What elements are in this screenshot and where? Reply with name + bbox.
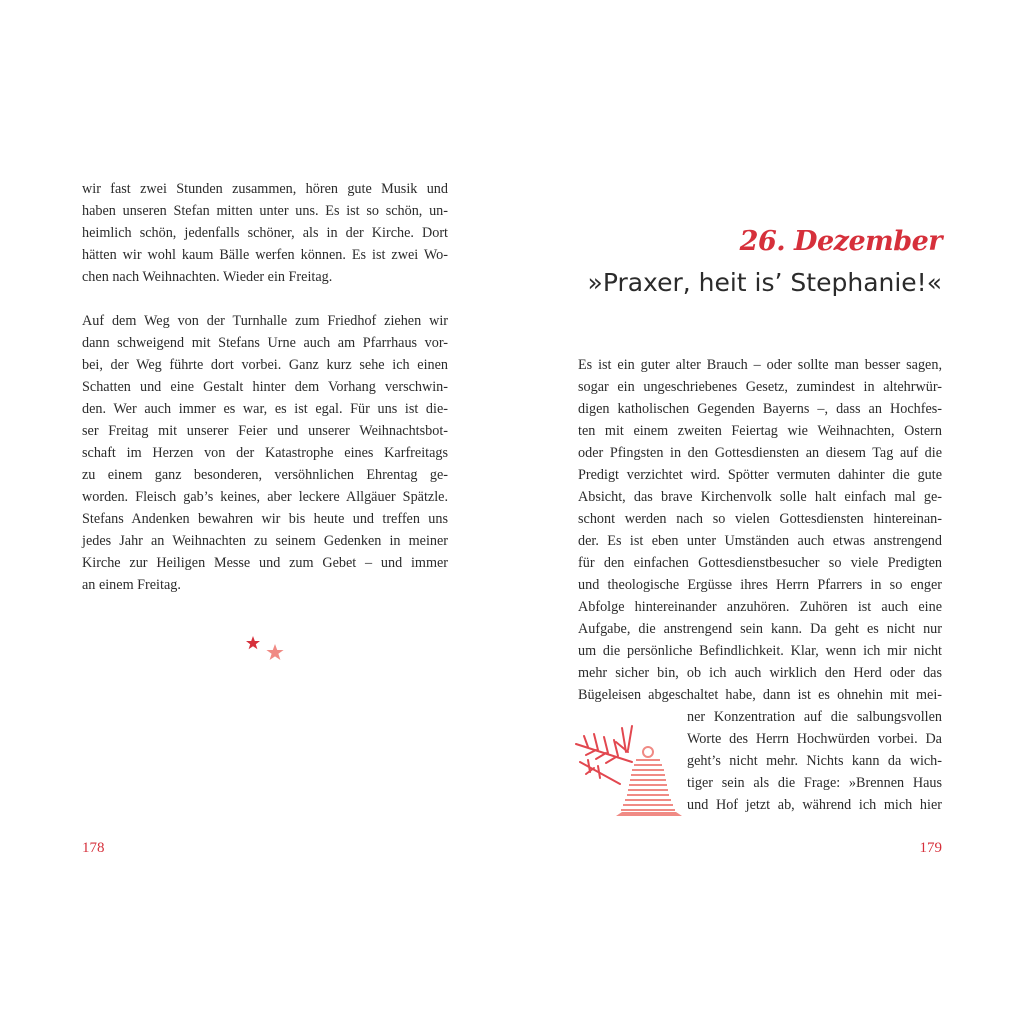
christmas-bell-icon <box>572 722 690 820</box>
text-line: für den einfachen Gottesdienstbesucher so viele Predigten <box>578 555 942 571</box>
text-line: und Hof jetzt ab, während ich mich hier <box>687 797 942 813</box>
left-paragraph-2 <box>82 310 448 596</box>
stars-ornament-icon <box>244 634 288 664</box>
text-line: tiger sein als die Frage: »Brennen Haus <box>687 775 942 791</box>
text-line: wir fast zwei Stunden zusammen, hören gute Musik und <box>82 181 448 197</box>
text-line: worden. Fleisch gab’s keines, aber leckere Allgäuer Spätzle. <box>82 489 448 505</box>
text-line: schaft im Herzen von der Katastrophe eines Karfreitags <box>82 445 448 461</box>
text-line: Kirche zur Heiligen Messe und zum Gebet – und immer <box>82 555 448 571</box>
red-star-icon <box>246 636 260 649</box>
right-page <box>512 0 1024 1024</box>
text-line: ner Konzentration auf die salbungsvollen <box>687 709 942 725</box>
text-line: und theologische Ergüsse ihres Herrn Pfarrers in so enger <box>578 577 942 593</box>
text-line: zu einem ganz besonderen, versöhnlichen Ehrentag ge- <box>82 467 448 483</box>
text-line: Bügeleisen abgeschaltet habe, dann ist es ohnehin mit mei- <box>578 687 942 703</box>
text-line: hätten wir wohl kaum Bälle werfen können. Es ist zwei Wo- <box>82 247 448 263</box>
text-line: mehr sicher bin, ob ich auch wirklich den Herd oder das <box>578 665 942 681</box>
text-line: Absicht, das brave Kirchenvolk solle halt einfach mal ge- <box>578 489 942 505</box>
text-line: Abfolge hintereinander anzuhören. Zuhören ist auch eine <box>578 599 942 615</box>
text-line: Es ist ein guter alter Brauch – oder sollte man besser sagen, <box>578 357 942 373</box>
text-line: Auf dem Weg von der Turnhalle zum Friedhof ziehen wir <box>82 313 448 329</box>
text-line: ten mit einem zweiten Feiertag wie Weihnachten, Ostern <box>578 423 942 439</box>
text-line: Aufgabe, die anstrengend sein kann. Da geht es nicht nur <box>578 621 942 637</box>
page-number-left: 178 <box>82 840 105 856</box>
text-line: Schatten und eine Gestalt hinter dem Vorhang verschwin- <box>82 379 448 395</box>
right-paragraph-1-wrap <box>687 706 942 816</box>
text-line: jedes Jahr an Weihnachten zu seinem Gedenken in meiner <box>82 533 448 549</box>
right-paragraph-1 <box>578 354 942 706</box>
text-line: Stefans Andenken bewahren wir bis heute und treffen uns <box>82 511 448 527</box>
text-line: Predigt verzichtet wird. Spötter vermuten dahinter die gute <box>578 467 942 483</box>
text-line: an einem Freitag. <box>82 577 181 593</box>
text-line: ser Freitag mit unserer Feier und unserer Weihnachtsbot- <box>82 423 448 439</box>
text-line: sogar ein ungeschriebenes Gesetz, zumindest in altehrwür- <box>578 379 942 395</box>
left-paragraph-1 <box>82 178 448 288</box>
text-line: dann schweigend mit Stefans Urne auch am Pfarrhaus vor- <box>82 335 448 351</box>
text-line: bei, der Weg führte dort vorbei. Ganz kurz sehe ich einen <box>82 357 448 373</box>
text-line: Worte des Herrn Hochwürden vorbei. Da <box>687 731 942 747</box>
chapter-title: »Praxer, heit is’ Stephanie!« <box>587 268 942 297</box>
chapter-date: 26. Dezember <box>739 226 942 257</box>
text-line: der. Es ist eben unter Umständen auch etwas anstrengend <box>578 533 942 549</box>
text-line: den. Wer auch immer es war, es ist egal. Für uns ist die- <box>82 401 448 417</box>
text-line: schont werden nach so vielen Gottesdiensten hintereinan- <box>578 511 942 527</box>
text-line: geht’s nicht mehr. Nichts kann da wich- <box>687 753 942 769</box>
text-line: chen nach Weihnachten. Wieder ein Freitag. <box>82 269 333 285</box>
pink-star-icon <box>266 644 283 660</box>
text-line: oder Pfingsten in den Gottesdiensten an diesem Tag auf die <box>578 445 942 461</box>
text-line: digen katholischen Gegenden Bayerns –, dass an Hochfes- <box>578 401 942 417</box>
text-line: heimlich schön, jedenfalls schöner, als in der Kirche. Dort <box>82 225 448 241</box>
text-line: um die persönliche Befindlichkeit. Klar, wenn ich mir nicht <box>578 643 942 659</box>
page-number-right: 179 <box>919 840 942 856</box>
text-line: haben unseren Stefan mitten unter uns. Es ist so schön, un- <box>82 203 448 219</box>
